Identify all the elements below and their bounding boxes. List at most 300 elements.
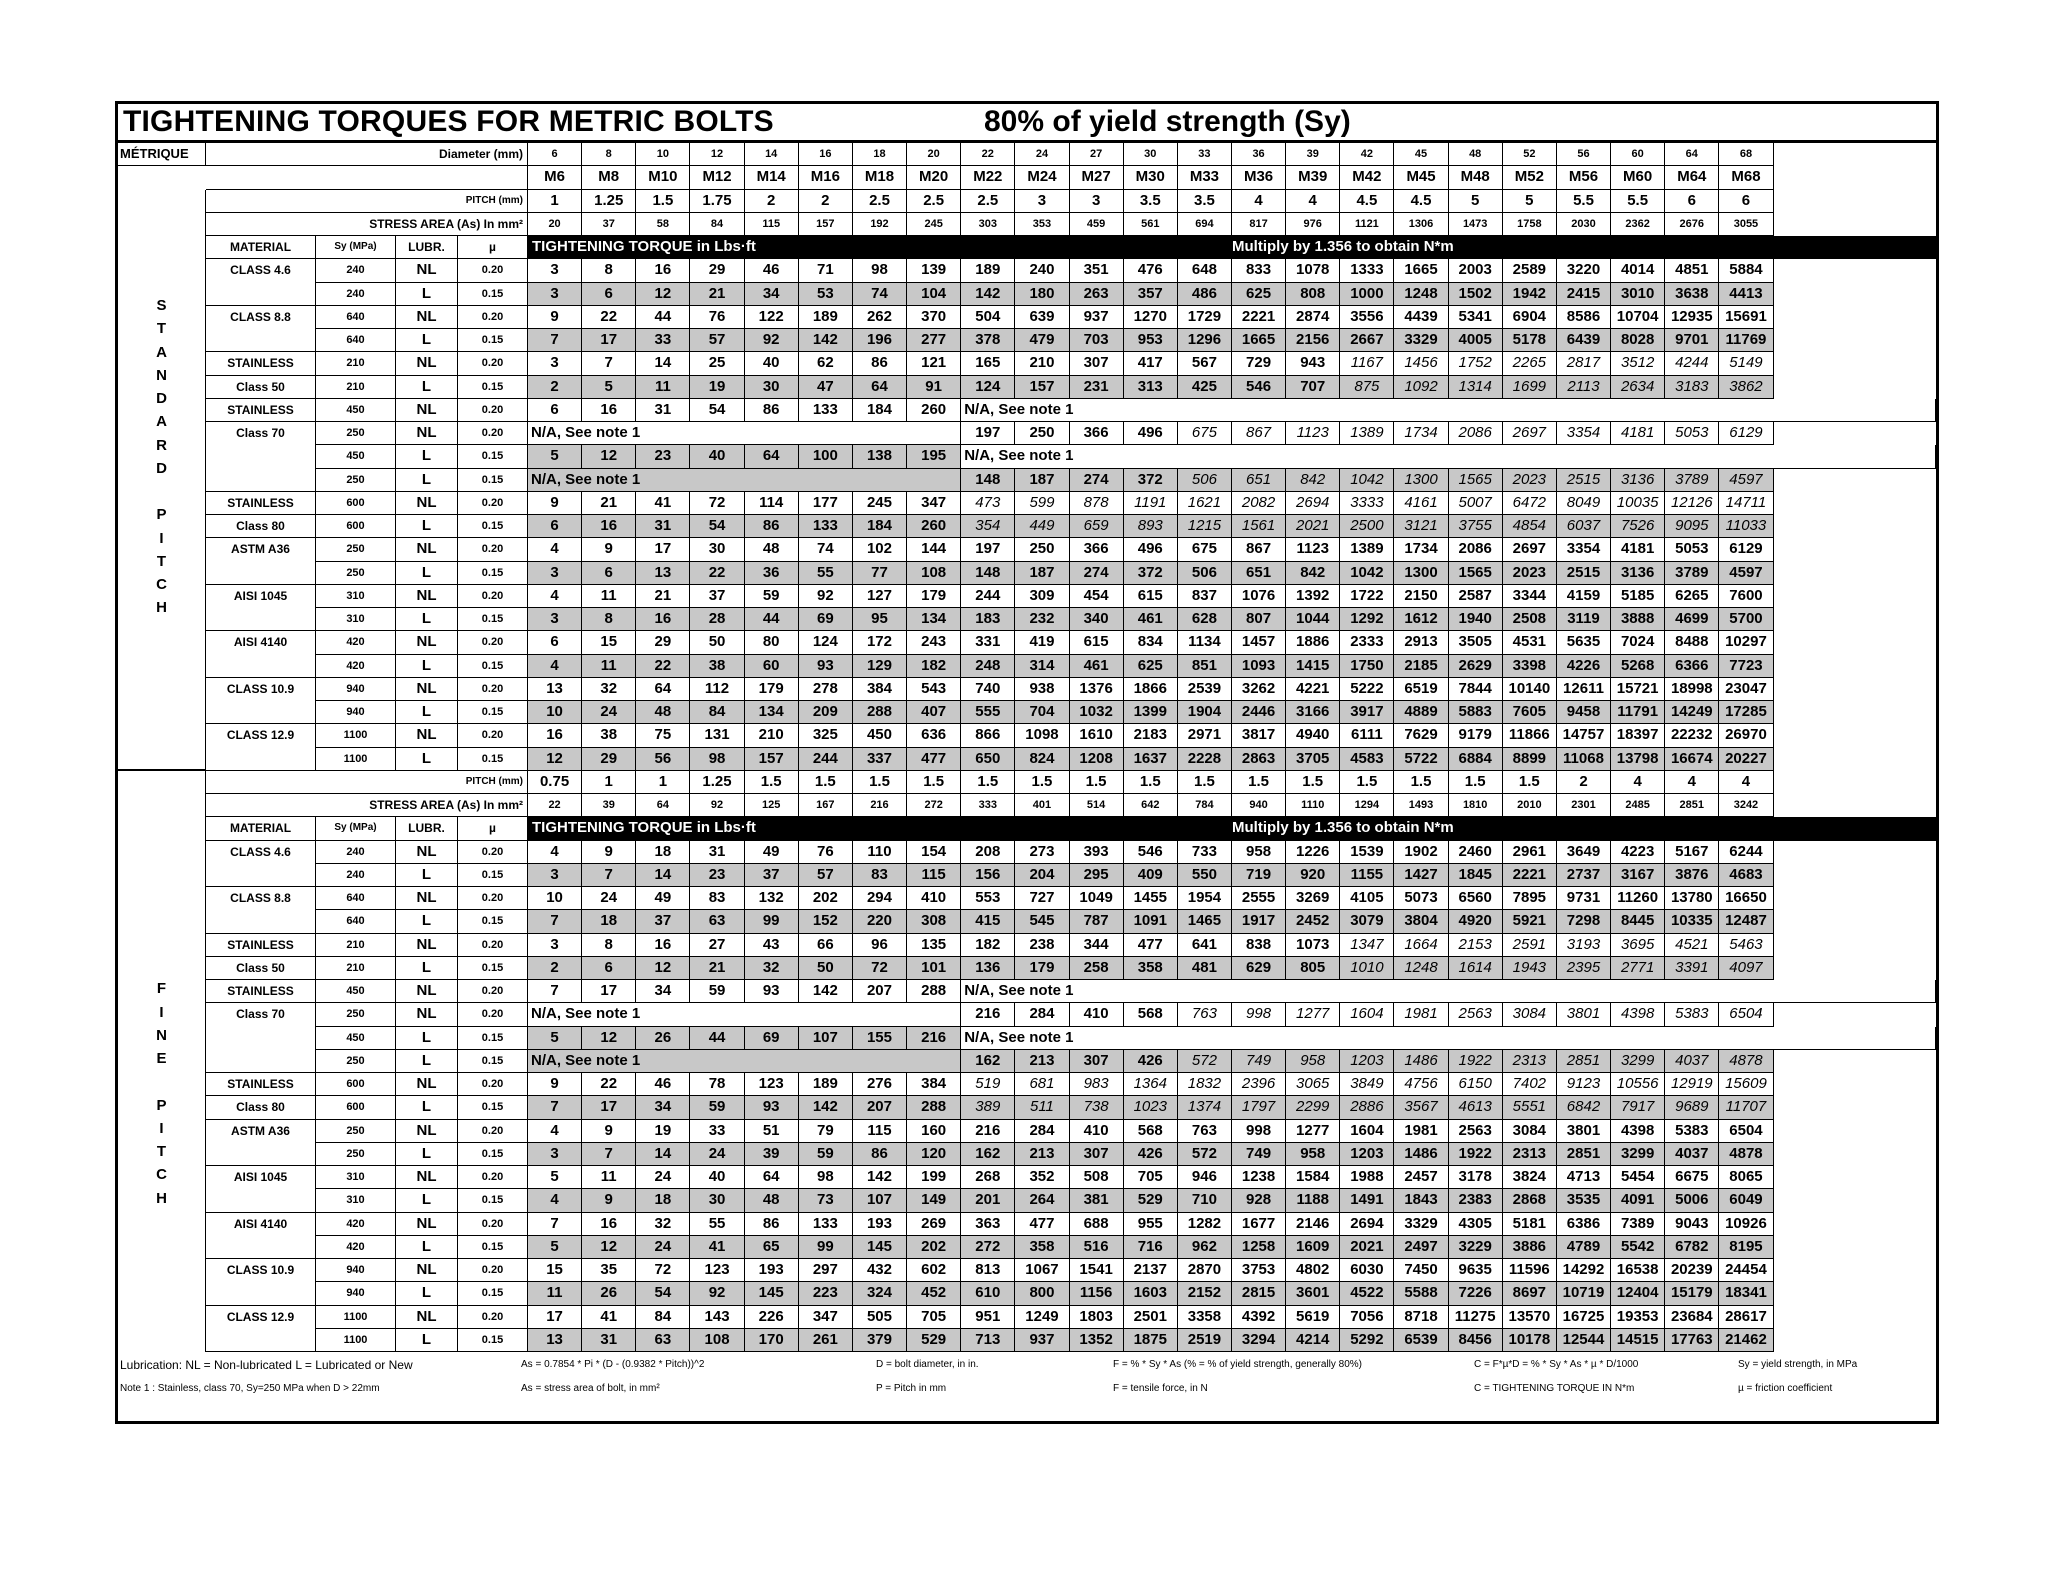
torque-cell: 11033: [1719, 515, 1773, 538]
torque-cell: 7895: [1503, 887, 1557, 910]
torque-cell: 210: [745, 724, 799, 747]
torque-grid: [118, 143, 1936, 1352]
torque-cell: 1541: [1070, 1259, 1124, 1282]
torque-cell: 6472: [1503, 492, 1557, 515]
torque-cell: 6037: [1557, 515, 1611, 538]
torque-cell: 953: [1124, 329, 1178, 352]
torque-cell: 7526: [1611, 515, 1665, 538]
mu-cell: 0.20: [458, 841, 528, 864]
torque-cell: 2299: [1286, 1096, 1340, 1119]
torque-cell: 958: [1286, 1050, 1340, 1073]
mu-cell: 0.20: [458, 980, 528, 1003]
stress-area-cell: 157: [799, 213, 853, 236]
torque-cell: 12126: [1665, 492, 1719, 515]
torque-cell: 47: [799, 376, 853, 399]
torque-cell: 417: [1124, 352, 1178, 375]
torque-cell: 284: [1015, 1120, 1069, 1143]
torque-cell: 32: [745, 957, 799, 980]
torque-cell: 314: [1015, 655, 1069, 678]
torque-cell: 833: [1232, 259, 1286, 282]
torque-cell: 9635: [1449, 1259, 1503, 1282]
stress-area-cell: 1110: [1286, 794, 1340, 817]
torque-cell: 842: [1286, 469, 1340, 492]
torque-cell: 602: [907, 1259, 961, 1282]
torque-cell: 7298: [1557, 910, 1611, 933]
torque-cell: 928: [1232, 1189, 1286, 1212]
c-definition: C = TIGHTENING TORQUE IN N*m: [1474, 1383, 1635, 1394]
torque-cell: 75: [636, 724, 690, 747]
torque-cell: 477: [1015, 1213, 1069, 1236]
torque-cell: 1609: [1286, 1236, 1340, 1259]
torque-cell: 3136: [1611, 562, 1665, 585]
lubr-cell: NL: [396, 841, 458, 864]
stress-area-cell: 514: [1070, 794, 1124, 817]
mu-cell: 0.15: [458, 864, 528, 887]
torque-cell: 1750: [1340, 655, 1394, 678]
torque-cell: 15: [528, 1259, 582, 1282]
torque-cell: 12: [636, 957, 690, 980]
torque-cell: 9179: [1449, 724, 1503, 747]
torque-cell: 2515: [1557, 469, 1611, 492]
torque-cell: 998: [1232, 1120, 1286, 1143]
mu-cell: 0.20: [458, 1259, 528, 1282]
stress-area-cell: 303: [961, 213, 1015, 236]
torque-cell: 33: [636, 329, 690, 352]
mu-cell: 0.15: [458, 1143, 528, 1166]
torque-cell: 625: [1232, 283, 1286, 306]
torque-cell: 120: [907, 1143, 961, 1166]
torque-cell: 5588: [1394, 1282, 1448, 1305]
torque-cell: 2415: [1557, 283, 1611, 306]
torque-cell: 3556: [1340, 306, 1394, 329]
torque-cell: 1248: [1394, 957, 1448, 980]
torque-cell: 133: [799, 399, 853, 422]
torque-cell: 506: [1178, 469, 1232, 492]
torque-cell: 5006: [1665, 1189, 1719, 1212]
torque-cell: 2383: [1449, 1189, 1503, 1212]
lubr-cell: L: [396, 376, 458, 399]
torque-cell: 4: [528, 585, 582, 608]
torque-cell: 3398: [1503, 655, 1557, 678]
torque-cell: 838: [1232, 934, 1286, 957]
diameter-cell: 10: [636, 143, 690, 166]
sy-cell: 940: [316, 678, 396, 701]
standard-side-letters: [118, 236, 206, 771]
torque-cell: 410: [907, 887, 961, 910]
torque-cell: 705: [1124, 1166, 1178, 1189]
torque-cell: 180: [1015, 283, 1069, 306]
diameter-cell: 60: [1611, 143, 1665, 166]
torque-cell: 9043: [1665, 1213, 1719, 1236]
torque-cell: 3193: [1557, 934, 1611, 957]
sy-cell: 450: [316, 445, 396, 468]
torque-cell: 44: [745, 608, 799, 631]
torque-cell: 3567: [1394, 1096, 1448, 1119]
torque-cell: 7: [528, 910, 582, 933]
torque-cell: 69: [799, 608, 853, 631]
torque-cell: 4878: [1719, 1143, 1773, 1166]
sy-cell: 250: [316, 562, 396, 585]
torque-cell: 366: [1070, 422, 1124, 445]
torque-cell: 824: [1015, 748, 1069, 771]
torque-cell: 3849: [1340, 1073, 1394, 1096]
torque-cell: 37: [636, 910, 690, 933]
pitch-label: PITCH (mm): [206, 771, 528, 794]
torque-cell: 22232: [1665, 724, 1719, 747]
mu-cell: 0.20: [458, 585, 528, 608]
torque-cell: 123: [690, 1259, 744, 1282]
torque-cell: 86: [853, 1143, 907, 1166]
stress-area-cell: 192: [853, 213, 907, 236]
torque-cell: 250: [1015, 422, 1069, 445]
f-definition: F = tensile force, in N: [1113, 1383, 1208, 1394]
torque-cell: 1067: [1015, 1259, 1069, 1282]
lubr-cell: L: [396, 283, 458, 306]
torque-cell: 3354: [1557, 538, 1611, 561]
stress-area-cell: 39: [582, 794, 636, 817]
pitch-cell: 2: [799, 190, 853, 213]
torque-cell: 51: [745, 1120, 799, 1143]
torque-cell: 4: [528, 538, 582, 561]
torque-cell: 2086: [1449, 538, 1503, 561]
stress-area-cell: 1294: [1340, 794, 1394, 817]
torque-cell: 59: [745, 585, 799, 608]
torque-cell: 1866: [1124, 678, 1178, 701]
torque-cell: 2515: [1557, 562, 1611, 585]
stress-area-cell: 245: [907, 213, 961, 236]
torque-cell: 9: [528, 306, 582, 329]
torque-cell: 477: [1124, 934, 1178, 957]
sy-cell: 250: [316, 1050, 396, 1073]
lubr-cell: NL: [396, 1259, 458, 1282]
torque-cell: 5185: [1611, 585, 1665, 608]
p-definition: P = Pitch in mm: [876, 1383, 947, 1394]
torque-cell: 1076: [1232, 585, 1286, 608]
torque-cell: 157: [1015, 376, 1069, 399]
lubr-cell: L: [396, 864, 458, 887]
torque-cell: 4: [528, 1120, 582, 1143]
torque-cell: 6: [528, 515, 582, 538]
torque-cell: 19: [636, 1120, 690, 1143]
torque-cell: 142: [799, 1096, 853, 1119]
torque-cell: 156: [961, 864, 1015, 887]
torque-cell: 1042: [1340, 469, 1394, 492]
torque-cell: 23047: [1719, 678, 1773, 701]
torque-cell: 2634: [1611, 376, 1665, 399]
sy-definition: Sy = yield strength, in MPa: [1738, 1359, 1858, 1370]
torque-cell: 1249: [1015, 1306, 1069, 1329]
pitch-cell: 3: [1015, 190, 1069, 213]
material-cell: Class 70: [206, 1003, 316, 1073]
torque-cell: 38: [690, 655, 744, 678]
torque-cell: 347: [907, 492, 961, 515]
torque-cell: 11: [582, 655, 636, 678]
stress-spacer: [118, 794, 206, 817]
torque-cell: 807: [1232, 608, 1286, 631]
torque-cell: 93: [745, 980, 799, 1003]
mu-cell: 0.15: [458, 748, 528, 771]
material-cell: CLASS 12.9: [206, 724, 316, 771]
torque-cell: 419: [1015, 631, 1069, 654]
torque-cell: 3220: [1557, 259, 1611, 282]
torque-cell: 496: [1124, 422, 1178, 445]
torque-cell: 7600: [1719, 585, 1773, 608]
torque-cell: 808: [1286, 283, 1340, 306]
sy-cell: 420: [316, 1236, 396, 1259]
torque-cell: 1465: [1178, 910, 1232, 933]
torque-cell: 13570: [1503, 1306, 1557, 1329]
torque-cell: 12487: [1719, 910, 1773, 933]
torque-cell: 1832: [1178, 1073, 1232, 1096]
side-letter: E: [156, 1050, 167, 1067]
side-letter: N: [156, 1026, 167, 1044]
mu-cell: 0.15: [458, 1236, 528, 1259]
torque-cell: 288: [907, 980, 961, 1003]
side-letter: C: [156, 1166, 167, 1184]
torque-cell: 2591: [1503, 934, 1557, 957]
torque-cell: 1364: [1124, 1073, 1178, 1096]
torque-cell: 139: [907, 259, 961, 282]
f-formula: F = % * Sy * As (% = % of yield strength, generally 80%): [1113, 1359, 1363, 1370]
sy-cell: 250: [316, 1003, 396, 1026]
torque-cell: 3: [528, 283, 582, 306]
lubr-cell: L: [396, 1189, 458, 1212]
torque-cell: 867: [1232, 538, 1286, 561]
torque-cell: 6: [582, 283, 636, 306]
material-cell: CLASS 8.8: [206, 887, 316, 934]
torque-cell: 6: [528, 399, 582, 422]
torque-cell: 12611: [1557, 678, 1611, 701]
torque-cell: 15721: [1611, 678, 1665, 701]
sy-cell: 940: [316, 1259, 396, 1282]
torque-cell: 10140: [1503, 678, 1557, 701]
torque-cell: 3084: [1503, 1003, 1557, 1026]
torque-cell: 1902: [1394, 841, 1448, 864]
torque-cell: 16: [636, 259, 690, 282]
torque-cell: 12919: [1665, 1073, 1719, 1096]
torque-cell: 381: [1070, 1189, 1124, 1212]
torque-cell: 1491: [1340, 1189, 1394, 1212]
sy-cell: 600: [316, 515, 396, 538]
torque-cell: 277: [907, 329, 961, 352]
torque-cell: 71: [799, 259, 853, 282]
torque-cell: 144: [907, 538, 961, 561]
torque-cell: 384: [907, 1073, 961, 1096]
mu-cell: 0.15: [458, 1329, 528, 1352]
torque-cell: 19353: [1611, 1306, 1665, 1329]
torque-cell: 659: [1070, 515, 1124, 538]
torque-cell: 1191: [1124, 492, 1178, 515]
torque-cell: 2587: [1449, 585, 1503, 608]
torque-cell: 5053: [1665, 538, 1719, 561]
sy-cell: 1100: [316, 1329, 396, 1352]
stress-area-cell: 92: [690, 794, 744, 817]
torque-cell: 4037: [1665, 1050, 1719, 1073]
torque-cell: 5178: [1503, 329, 1557, 352]
torque-cell: 450: [853, 724, 907, 747]
torque-cell: 1904: [1178, 701, 1232, 724]
torque-cell: 260: [907, 399, 961, 422]
torque-cell: 3: [528, 934, 582, 957]
stress-area-cell: 2676: [1665, 213, 1719, 236]
torque-cell: 2913: [1394, 631, 1448, 654]
torque-cell: 7629: [1394, 724, 1448, 747]
torque-cell: 2563: [1449, 1003, 1503, 1026]
as-definition: As = stress area of bolt, in mm²: [521, 1383, 660, 1394]
side-letter: T: [156, 552, 167, 570]
torque-cell: 543: [907, 678, 961, 701]
torque-cell: 1415: [1286, 655, 1340, 678]
torque-cell: 4181: [1611, 538, 1665, 561]
diameter-cell: 14: [745, 143, 799, 166]
torque-cell: 160: [907, 1120, 961, 1143]
torque-cell: 189: [799, 1073, 853, 1096]
stress-area-cell: 3055: [1719, 213, 1773, 236]
side-letter: A: [156, 413, 167, 431]
torque-cell: 5383: [1665, 1003, 1719, 1026]
torque-cell: 64: [745, 1166, 799, 1189]
torque-cell: 3294: [1232, 1329, 1286, 1352]
na-note-cell: N/A, See note 1: [528, 1050, 961, 1073]
pitch-cell: 2: [1557, 771, 1611, 794]
torque-cell: 1604: [1340, 1003, 1394, 1026]
sy-cell: 210: [316, 957, 396, 980]
sy-cell: 420: [316, 655, 396, 678]
torque-cell: 29: [636, 631, 690, 654]
torque-cell: 1226: [1286, 841, 1340, 864]
torque-cell: 73: [799, 1189, 853, 1212]
torque-cell: 713: [961, 1329, 1015, 1352]
torque-cell: 64: [853, 376, 907, 399]
torque-cell: 17: [582, 329, 636, 352]
lubr-cell: NL: [396, 306, 458, 329]
torque-cell: 384: [853, 678, 907, 701]
torque-cell: 1078: [1286, 259, 1340, 282]
torque-cell: 2697: [1503, 422, 1557, 445]
torque-cell: 572: [1178, 1143, 1232, 1166]
torque-cell: 6: [528, 631, 582, 654]
torque-cell: 3344: [1503, 585, 1557, 608]
torque-cell: 2313: [1503, 1050, 1557, 1073]
torque-cell: 3262: [1232, 678, 1286, 701]
torque-cell: 6504: [1719, 1120, 1773, 1143]
torque-cell: 92: [690, 1282, 744, 1305]
torque-cell: 449: [1015, 515, 1069, 538]
torque-cell: 15179: [1665, 1282, 1719, 1305]
torque-cell: 40: [745, 352, 799, 375]
torque-cell: 37: [745, 864, 799, 887]
torque-cell: 410: [1070, 1003, 1124, 1026]
torque-cell: 4037: [1665, 1143, 1719, 1166]
torque-cell: 11260: [1611, 887, 1665, 910]
pitch-spacer: [118, 771, 206, 794]
torque-cell: 389: [961, 1096, 1015, 1119]
mu-cell: 0.20: [458, 887, 528, 910]
torque-cell: 5: [528, 1166, 582, 1189]
torque-cell: 529: [1124, 1189, 1178, 1212]
torque-cell: 16650: [1719, 887, 1773, 910]
footer-notes: [118, 1352, 1936, 1412]
diameter-cell: 12: [690, 143, 744, 166]
torque-cell: 8028: [1611, 329, 1665, 352]
torque-cell: 6030: [1340, 1259, 1394, 1282]
torque-cell: 5341: [1449, 306, 1503, 329]
page-title: TIGHTENING TORQUES FOR METRIC BOLTS: [123, 105, 774, 138]
torque-cell: 426: [1124, 1050, 1178, 1073]
pitch-cell: 4: [1719, 771, 1773, 794]
torque-cell: 834: [1124, 631, 1178, 654]
stress-area-cell: 976: [1286, 213, 1340, 236]
torque-cell: 2971: [1178, 724, 1232, 747]
torque-cell: 7402: [1503, 1073, 1557, 1096]
lubrication-legend: Lubrication: NL = Non-lubricated L = Lubricated or New: [120, 1358, 413, 1372]
torque-cell: 258: [1070, 957, 1124, 980]
torque-cell: 639: [1015, 306, 1069, 329]
torque-cell: 98: [690, 748, 744, 771]
torque-cell: 875: [1340, 376, 1394, 399]
mu-cell: 0.15: [458, 910, 528, 933]
torque-cell: 2694: [1340, 1213, 1394, 1236]
torque-cell: 3: [528, 608, 582, 631]
torque-cell: 555: [961, 701, 1015, 724]
torque-cell: 107: [799, 1027, 853, 1050]
stress-area-cell: 459: [1070, 213, 1124, 236]
torque-cell: 59: [690, 980, 744, 1003]
material-cell: STAINLESS: [206, 352, 316, 375]
torque-cell: 26: [636, 1027, 690, 1050]
torque-cell: 2737: [1557, 864, 1611, 887]
torque-cell: 216: [961, 1003, 1015, 1026]
torque-cell: 504: [961, 306, 1015, 329]
torque-cell: 95: [853, 608, 907, 631]
lubr-cell: L: [396, 1143, 458, 1166]
torque-cell: 18998: [1665, 678, 1719, 701]
torque-cell: 124: [961, 376, 1015, 399]
torque-cell: 2221: [1232, 306, 1286, 329]
pitch-cell: 1.5: [961, 771, 1015, 794]
torque-cell: 80: [745, 631, 799, 654]
torque-cell: 26: [582, 1282, 636, 1305]
torque-cell: 3753: [1232, 1259, 1286, 1282]
side-letter: R: [156, 436, 167, 454]
torque-cell: 238: [1015, 934, 1069, 957]
torque-cell: 28: [690, 608, 744, 631]
torque-cell: 325: [799, 724, 853, 747]
sy-cell: 1100: [316, 748, 396, 771]
torque-cell: 294: [853, 887, 907, 910]
side-letter: S: [156, 297, 167, 314]
torque-cell: 5007: [1449, 492, 1503, 515]
torque-cell: 152: [799, 910, 853, 933]
torque-cell: 3649: [1557, 841, 1611, 864]
torque-cell: 274: [1070, 562, 1124, 585]
torque-cell: 44: [636, 306, 690, 329]
sy-cell: 210: [316, 376, 396, 399]
mu-cell: 0.15: [458, 1096, 528, 1119]
torque-cell: 208: [961, 841, 1015, 864]
torque-cell: 37: [690, 585, 744, 608]
torque-cell: 49: [636, 887, 690, 910]
mu-cell: 0.15: [458, 608, 528, 631]
torque-cell: 740: [961, 678, 1015, 701]
lubr-cell: L: [396, 515, 458, 538]
sy-cell: 310: [316, 1189, 396, 1212]
torque-cell: 5635: [1557, 631, 1611, 654]
torque-cell: 2868: [1503, 1189, 1557, 1212]
torque-cell: 55: [799, 562, 853, 585]
torque-cell: 11: [582, 1166, 636, 1189]
torque-cell: 9: [528, 1073, 582, 1096]
